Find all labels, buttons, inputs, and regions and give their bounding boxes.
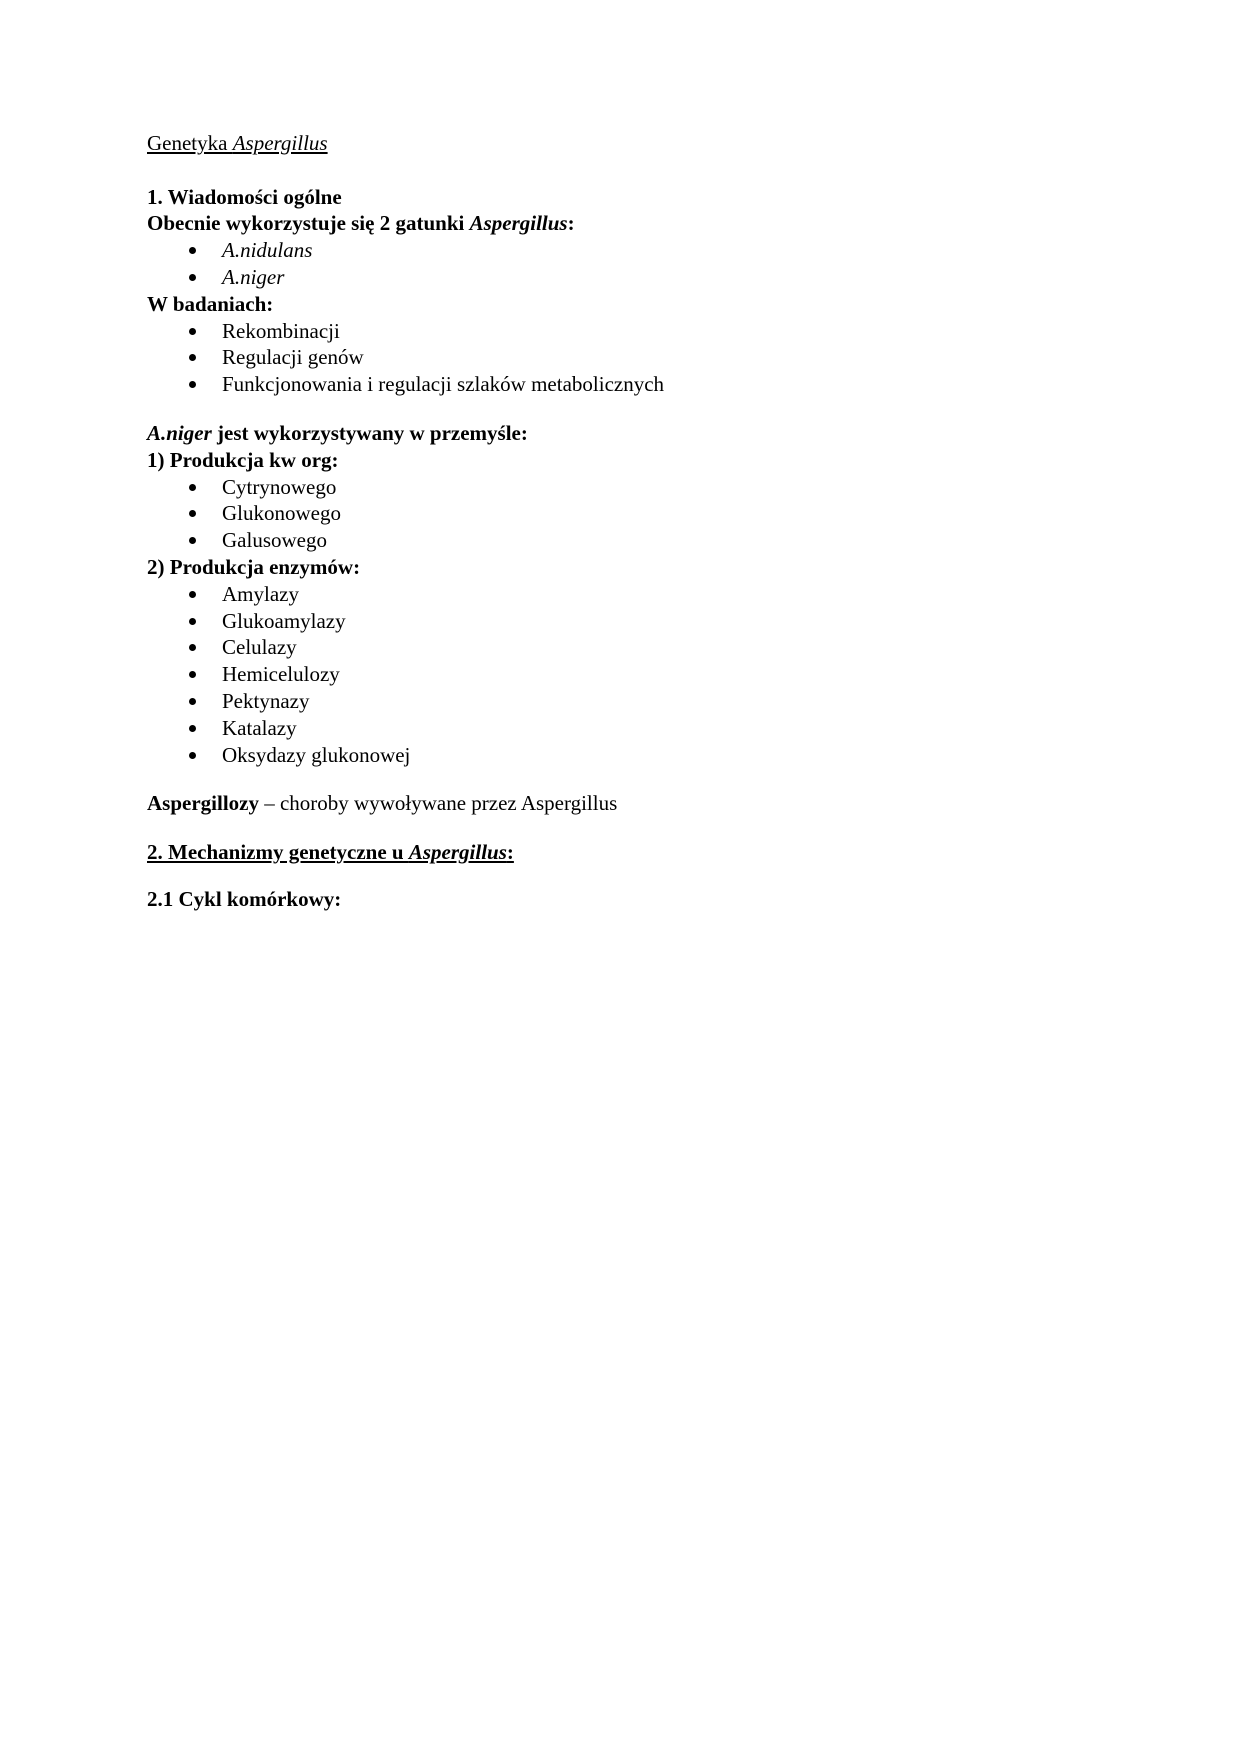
list-item-text: Glukoamylazy (222, 608, 346, 633)
list-item (147, 527, 1097, 554)
bullet-icon (189, 247, 196, 254)
list-item-text: Oksydazy glukonowej (222, 742, 411, 767)
document-title (147, 130, 1097, 157)
enzymes-label: 2) Produkcja enzymów: (147, 554, 361, 579)
list-item-text: Regulacji genów (222, 345, 364, 370)
list-item-text: Amylazy (222, 581, 299, 606)
list-item (147, 742, 1097, 769)
list-item (147, 581, 1097, 608)
list-item-text: A.nidulans (222, 238, 313, 263)
disease-definition (147, 790, 1097, 817)
section1-heading: 1. Wiadomości ogólne (147, 184, 342, 209)
list-item (147, 688, 1097, 715)
list-item (147, 500, 1097, 527)
section2-heading-suffix: : (506, 840, 514, 865)
research-list (147, 318, 1097, 398)
title-italic-text: Aspergillus (232, 131, 328, 155)
bullet-icon (189, 644, 196, 651)
species-list (147, 237, 1097, 291)
list-item-text: Funkcjonowania i regulacji szlaków metabolicznych (222, 372, 665, 397)
bullet-icon (189, 618, 196, 625)
bullet-icon (189, 328, 196, 335)
list-item (147, 634, 1097, 661)
intro-text: Obecnie wykorzystuje się 2 gatunki (147, 211, 470, 236)
industry-text: jest wykorzystywany w przemyśle: (211, 420, 528, 445)
acids-label: 1) Produkcja kw org: (147, 447, 339, 472)
enzymes-list (147, 581, 1097, 769)
list-item (147, 344, 1097, 371)
bullet-icon (189, 698, 196, 705)
list-item-text: Hemicelulozy (222, 662, 340, 687)
industry-italic-text: A.niger (147, 420, 212, 445)
list-item (147, 264, 1097, 291)
list-item-text: A.niger (222, 264, 285, 289)
list-item (147, 318, 1097, 345)
intro-suffix: : (567, 211, 575, 236)
subsection-heading: 2.1 Cykl komórkowy: (147, 886, 342, 911)
list-item (147, 715, 1097, 742)
bullet-icon (189, 274, 196, 281)
document-page (147, 130, 1097, 913)
bullet-icon (189, 671, 196, 678)
section2-heading (147, 839, 1097, 866)
list-item-text: Glukonowego (222, 501, 341, 526)
research-label: W badaniach: (147, 291, 274, 316)
list-item (147, 474, 1097, 501)
bullet-icon (189, 725, 196, 732)
list-item (147, 608, 1097, 635)
list-item-text: Rekombinacji (222, 318, 340, 343)
list-item (147, 237, 1097, 264)
bullet-icon (189, 752, 196, 759)
list-item-text: Pektynazy (222, 688, 310, 713)
section2-heading-text: 2. Mechanizmy genetyczne u (147, 840, 409, 865)
acids-list (147, 474, 1097, 554)
title-text: Genetyka (147, 131, 233, 155)
industry-intro (147, 420, 1097, 447)
bullet-icon (189, 484, 196, 491)
bullet-icon (189, 510, 196, 517)
bullet-icon (189, 354, 196, 361)
bullet-icon (189, 381, 196, 388)
bullet-icon (189, 537, 196, 544)
list-item-text: Katalazy (222, 715, 297, 740)
disease-term: Aspergillozy (147, 791, 259, 816)
list-item (147, 661, 1097, 688)
bullet-icon (189, 591, 196, 598)
list-item (147, 371, 1097, 398)
disease-text: – choroby wywoływane przez Aspergillus (258, 791, 618, 816)
species-intro (147, 210, 1097, 237)
list-item-text: Celulazy (222, 635, 297, 660)
section2-heading-italic: Aspergillus (408, 840, 507, 865)
intro-italic-text: Aspergillus (469, 211, 568, 236)
list-item-text: Galusowego (222, 528, 327, 553)
list-item-text: Cytrynowego (222, 474, 337, 499)
